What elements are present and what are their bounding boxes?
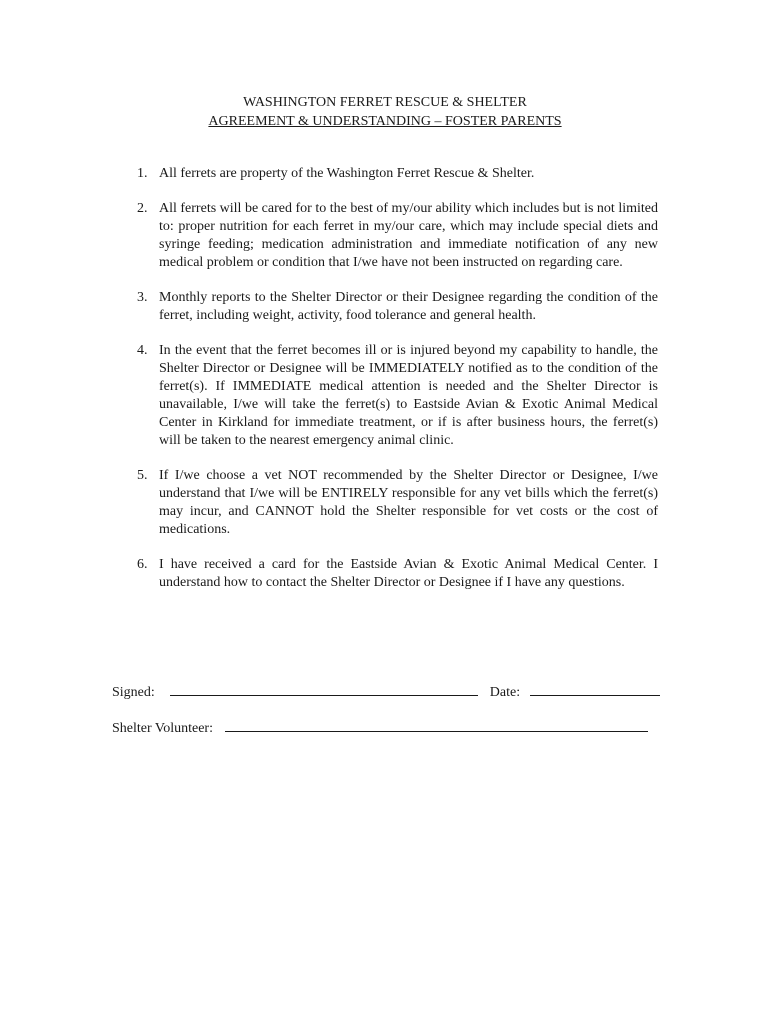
item-number: 6. bbox=[137, 557, 148, 572]
header-subtitle: AGREEMENT & UNDERSTANDING – FOSTER PARENTS bbox=[208, 114, 562, 129]
signature-line[interactable] bbox=[170, 681, 478, 696]
signature-row bbox=[112, 681, 660, 702]
document-header bbox=[0, 93, 770, 131]
item-text: All ferrets are property of the Washington Ferret Rescue & Shelter. bbox=[159, 166, 535, 181]
date-label: Date: bbox=[489, 685, 521, 700]
agreement-list bbox=[137, 165, 658, 609]
volunteer-label: Shelter Volunteer: bbox=[112, 721, 213, 736]
agreement-item-2 bbox=[137, 200, 658, 272]
item-number: 2. bbox=[137, 201, 148, 216]
agreement-item-6 bbox=[137, 556, 658, 592]
item-number: 3. bbox=[137, 290, 148, 305]
agreement-item-3 bbox=[137, 289, 658, 325]
item-number: 5. bbox=[137, 468, 148, 483]
volunteer-row bbox=[112, 717, 648, 738]
date-line[interactable] bbox=[530, 681, 660, 696]
item-number: 1. bbox=[137, 166, 148, 181]
item-text: If I/we choose a vet NOT recommended by the Shelter Director or Designee, I/we understand that I/we will be ENTIRELY responsible for any vet bills which the ferret(s) may incur, and CANNOT hold the Shelter responsible for vet costs or the cost of medications. bbox=[159, 468, 658, 537]
header-title: WASHINGTON FERRET RESCUE & SHELTER bbox=[243, 95, 527, 110]
agreement-item-5 bbox=[137, 467, 658, 539]
item-text: All ferrets will be cared for to the best of my/our ability which includes but is not limited to: proper nutrition for each ferret in my/our care, which may include special diets and syringe feeding; medication administration and immediate notification of any new medical problem or condition that I/we have not been instructed on regarding care. bbox=[159, 201, 658, 270]
agreement-item-1 bbox=[137, 165, 658, 183]
item-number: 4. bbox=[137, 343, 148, 358]
agreement-item-4 bbox=[137, 342, 658, 450]
item-text: In the event that the ferret becomes ill or is injured beyond my capability to handle, the Shelter Director or Designee will be IMMEDIATELY notified as to the condition of the ferret(s). If IMMEDIATE medical attention is needed and the Shelter Director is unavailable, I/we will take the ferret(s) to Eastside Avian & Exotic Animal Medical Center in Kirkland for immediate treatment, or if is after business hours, the ferret(s) will be taken to the nearest emergency animal clinic. bbox=[159, 343, 658, 448]
signed-label: Signed: bbox=[112, 685, 155, 700]
volunteer-signature-line[interactable] bbox=[225, 717, 648, 732]
item-text: I have received a card for the Eastside Avian & Exotic Animal Medical Center. I understand how to contact the Shelter Director or Designee if I have any questions. bbox=[159, 557, 658, 590]
item-text: Monthly reports to the Shelter Director or their Designee regarding the condition of the ferret, including weight, activity, food tolerance and general health. bbox=[159, 290, 658, 323]
